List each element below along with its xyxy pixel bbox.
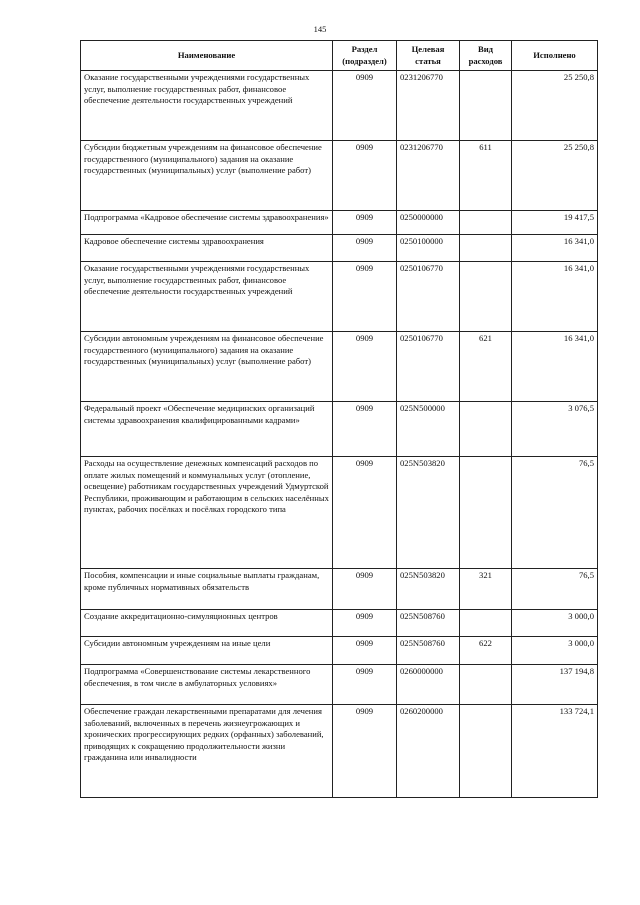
row-razdel: 0909 — [333, 457, 397, 569]
row-target: 0231206770 — [397, 71, 460, 141]
row-vid — [460, 211, 512, 235]
table-row — [81, 665, 598, 705]
row-executed: 3 000,0 — [512, 637, 598, 665]
table-row — [81, 262, 598, 332]
table-row — [81, 637, 598, 665]
row-target: 025N508760 — [397, 610, 460, 637]
page-number: 145 — [313, 24, 327, 34]
row-name: Пособия, компенсации и иные социальные выплаты гражданам, кроме публичных нормативных обязательств — [81, 569, 333, 610]
row-razdel: 0909 — [333, 665, 397, 705]
row-name: Кадровое обеспечение системы здравоохранения — [81, 235, 333, 262]
row-razdel: 0909 — [333, 211, 397, 235]
row-name: Подпрограмма «Кадровое обеспечение системы здравоохранения» — [81, 211, 333, 235]
row-executed: 16 341,0 — [512, 262, 598, 332]
table-row — [81, 569, 598, 610]
header-razdel: Раздел (подраздел) — [333, 41, 397, 71]
row-target: 0250106770 — [397, 262, 460, 332]
row-razdel: 0909 — [333, 71, 397, 141]
row-target: 025N503820 — [397, 457, 460, 569]
row-executed: 16 341,0 — [512, 332, 598, 402]
row-vid — [460, 262, 512, 332]
row-name: Создание аккредитационно-симуляционных центров — [81, 610, 333, 637]
row-name: Расходы на осуществление денежных компенсаций расходов по оплате жилых помещений и коммунальных услуг (отопление, освещение) работникам государственных учреждений Удмуртской Республики, проживающим и работающим в сельских населённых пунктах, рабочих посёлках и посёлках городского типа — [81, 457, 333, 569]
row-executed: 25 250,8 — [512, 71, 598, 141]
row-razdel: 0909 — [333, 569, 397, 610]
row-target: 0260000000 — [397, 665, 460, 705]
row-target: 0231206770 — [397, 141, 460, 211]
row-executed: 3 076,5 — [512, 402, 598, 457]
row-razdel: 0909 — [333, 637, 397, 665]
row-vid — [460, 610, 512, 637]
row-target: 025N503820 — [397, 569, 460, 610]
table-row — [81, 332, 598, 402]
row-executed: 137 194,8 — [512, 665, 598, 705]
row-vid — [460, 235, 512, 262]
header-target: Целевая статья — [397, 41, 460, 71]
table-row — [81, 235, 598, 262]
budget-table — [80, 40, 598, 798]
row-executed: 76,5 — [512, 569, 598, 610]
row-target: 0250106770 — [397, 332, 460, 402]
table-header-row — [81, 41, 598, 71]
row-vid — [460, 402, 512, 457]
row-vid — [460, 457, 512, 569]
row-razdel: 0909 — [333, 141, 397, 211]
row-target: 025N508760 — [397, 637, 460, 665]
row-razdel: 0909 — [333, 332, 397, 402]
row-target: 0250100000 — [397, 235, 460, 262]
header-executed: Исполнено — [512, 41, 598, 71]
table-row — [81, 402, 598, 457]
row-target: 0260200000 — [397, 705, 460, 798]
row-executed: 133 724,1 — [512, 705, 598, 798]
table-row — [81, 705, 598, 798]
row-vid: 622 — [460, 637, 512, 665]
row-razdel: 0909 — [333, 402, 397, 457]
row-name: Оказание государственными учреждениями государственных услуг, выполнение государственных работ, финансовое обеспечение деятельности государственных учреждений — [81, 71, 333, 141]
table-row — [81, 457, 598, 569]
row-name: Федеральный проект «Обеспечение медицинских организаций системы здравоохранения квалифицированными кадрами» — [81, 402, 333, 457]
row-razdel: 0909 — [333, 705, 397, 798]
row-executed: 25 250,8 — [512, 141, 598, 211]
table-row — [81, 610, 598, 637]
row-razdel: 0909 — [333, 235, 397, 262]
row-name: Субсидии автономным учреждениям на финансовое обеспечение государственного (муниципального) задания на оказание государственных (муниципальных) услуг (выполнение работ) — [81, 332, 333, 402]
row-target: 0250000000 — [397, 211, 460, 235]
row-vid: 321 — [460, 569, 512, 610]
row-name: Субсидии бюджетным учреждениям на финансовое обеспечение государственного (муниципального) задания на оказание государственных (муниципальных) услуг (выполнение работ) — [81, 141, 333, 211]
row-executed: 76,5 — [512, 457, 598, 569]
row-name: Подпрограмма «Совершенствование системы лекарственного обеспечения, в том числе в амбулаторных условиях» — [81, 665, 333, 705]
table-row — [81, 211, 598, 235]
header-name: Наименование — [81, 41, 333, 71]
row-name: Обеспечение граждан лекарственными препаратами для лечения заболеваний, включенных в перечень жизнеугрожающих и хронических прогрессирующих редких (орфанных) заболеваний, приводящих к сокращению продолжительности жизни гражданина или инвалидности — [81, 705, 333, 798]
header-vid: Вид расходов — [460, 41, 512, 71]
row-vid — [460, 705, 512, 798]
row-vid — [460, 665, 512, 705]
row-vid — [460, 71, 512, 141]
row-vid: 611 — [460, 141, 512, 211]
table-row — [81, 141, 598, 211]
row-razdel: 0909 — [333, 610, 397, 637]
row-target: 025N500000 — [397, 402, 460, 457]
row-executed: 3 000,0 — [512, 610, 598, 637]
row-executed: 16 341,0 — [512, 235, 598, 262]
table-row — [81, 71, 598, 141]
row-razdel: 0909 — [333, 262, 397, 332]
row-name: Оказание государственными учреждениями государственных услуг, выполнение государственных работ, финансовое обеспечение деятельности государственных учреждений — [81, 262, 333, 332]
row-executed: 19 417,5 — [512, 211, 598, 235]
row-name: Субсидии автономным учреждениям на иные цели — [81, 637, 333, 665]
row-vid: 621 — [460, 332, 512, 402]
